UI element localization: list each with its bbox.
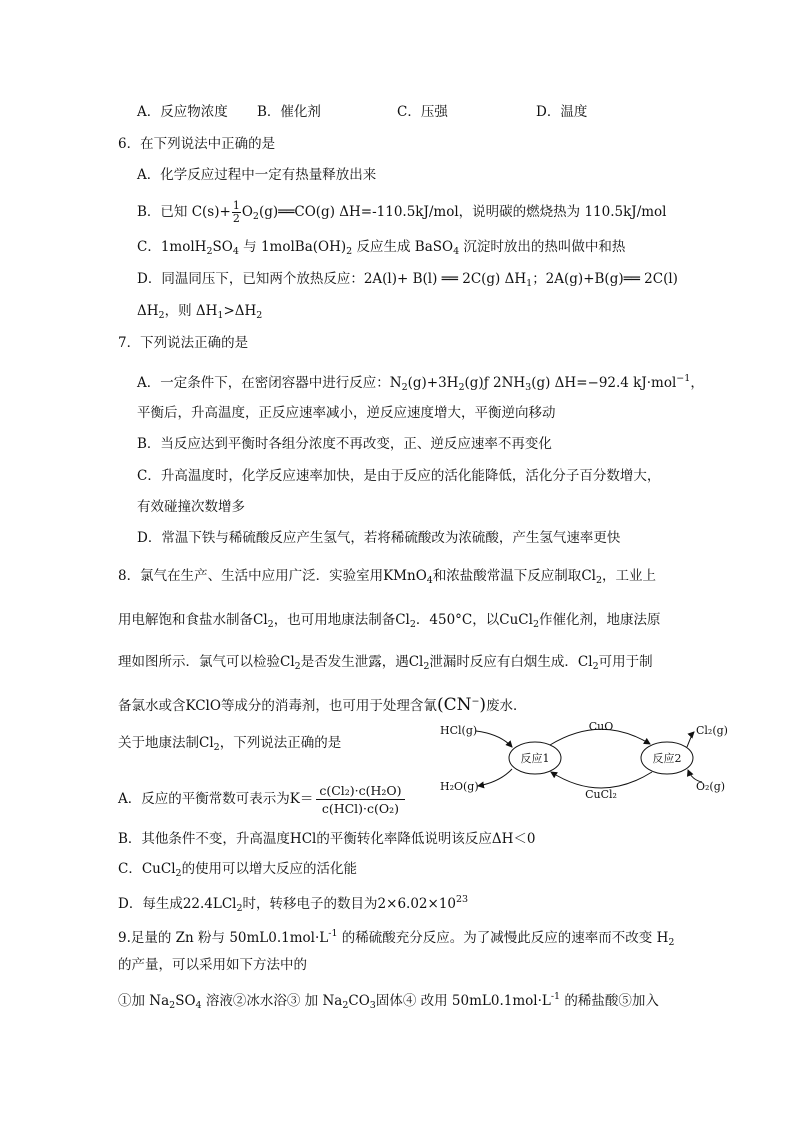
q6-option-d-cont: $\Delta H_2$，则 $\Delta H_1>\Delta H_2$ — [137, 303, 263, 321]
q7-option-a: A．一定条件下，在密闭容器中进行反应：$N_2(g)+3H_2(g)ƒ$ $2NH_3(g)$ ΔH=−92.4 kJ·mol$^{-1}$， — [137, 373, 704, 393]
q7-option-b: B．当反应达到平衡时各组分浓度不再改变，正、逆反应速率不再变化 — [137, 436, 552, 452]
q9-line-2: 的产量，可以采用如下方法中的 — [118, 957, 307, 973]
q5-option-c: C．压强 — [397, 104, 448, 120]
q6-option-c: C．$1molH_2SO_4$ 与 $1molBa(OH)_2$ 反应生成 BaSO$_4$ 沉淀时放出的热叫做中和热 — [137, 239, 626, 257]
q6-option-b: B．已知 C(s)+ $\frac{1}{2}$ $O_2(g)══CO(g)$ ΔH=-110.5kJ/mol，说明碳的燃烧热为 110.5kJ/mol — [137, 199, 667, 225]
cucl2-label: CuCl₂ — [585, 788, 617, 801]
q7-option-d: D．常温下铁与稀硫酸反应产生氢气，若将稀硫酸改为浓硫酸，产生氢气速率更快 — [137, 530, 621, 546]
arrow-hcl-in — [476, 731, 512, 747]
q8-line-1: 8．氯气在生产、生活中应用广泛．实验室用KMnO$_4$和浓盐酸常温下反应制取$Cl_2$，工业上 — [118, 568, 657, 586]
q8-line-5: 关于地康法制$Cl_2$，下列说法正确的是 — [118, 735, 342, 753]
arrow-h2o-out — [478, 769, 512, 786]
equilibrium-constant-fraction: c(Cl₂)·c(H₂O) c(HCl)·c(O₂) — [316, 782, 404, 817]
q8-line-4: 备氯水或含KClO等成分的消毒剂，也可用于处理含氰(CN−)废水． — [118, 695, 527, 715]
fraction-half: $\frac{1}{2}$ — [232, 199, 240, 225]
cl2-label: Cl₂(g) — [696, 724, 728, 737]
q7-option-c: C．升高温度时，化学反应速率加快，是由于反应的活化能降低，活化分子百分数增大， — [137, 468, 661, 484]
arrow-cucl2 — [551, 772, 652, 788]
q8-line-3: 理如图所示．氯气可以检验$Cl_2$是否发生泄露，遇$Cl_2$泄漏时反应有白烟生成．$Cl_2$可用于制 — [118, 654, 653, 672]
q5-option-a: A．反应物浓度 — [137, 104, 228, 120]
q8-option-a: A．反应的平衡常数可表示为K＝ c(Cl₂)·c(H₂O) c(HCl)·c(O₂) — [118, 782, 405, 817]
reaction-2-label: 反应2 — [652, 752, 682, 765]
cuo-label: CuO — [588, 720, 614, 733]
q8-option-d: D．每生成22.4LCl$_2$时，转移电子的数目为$2\times 6.02\times 10^{23}$ — [118, 894, 469, 914]
reaction-1-label: 反应1 — [520, 752, 550, 765]
o2-label: O₂(g) — [696, 780, 726, 793]
hcl-label: HCl(g) — [440, 724, 478, 737]
q8-option-b: B．其他条件不变，升高温度HCl的平衡转化率降低说明该反应ΔH＜0 — [118, 831, 536, 847]
q9-line-3: ①加 $Na_2SO_4$ 溶液②冰水浴③ 加 $Na_2CO_3$固体④ 改用 $50mL0.1mol\cdot L^{-1}$ 的稀盐酸⑤加入 — [118, 991, 659, 1011]
q9-line-1: 9.足量的 Zn 粉与 $50mL0.1mol\cdot L^{-1}$ 的稀硫酸充分反应。为了减慢此反应的速率而不改变 $H_2$ — [118, 928, 675, 948]
q7-option-a-cont: 平衡后，升高温度，正反应速率减小，逆反应速度增大，平衡逆向移动 — [137, 405, 556, 421]
q8-line-2: 用电解饱和食盐水制备$Cl_2$，也可用地康法制备$Cl_2$．450°C，以CuCl$_2$作催化剂，地康法原 — [118, 612, 661, 630]
q8-option-c: C．CuCl$_2$的使用可以增大反应的活化能 — [118, 861, 358, 879]
q6-option-a: A．化学反应过程中一定有热量释放出来 — [137, 167, 377, 183]
q7-option-c-cont: 有效碰撞次数增多 — [137, 499, 245, 515]
dikang-process-diagram — [430, 712, 740, 808]
arrow-cl2-out — [687, 732, 694, 747]
h2o-label: H₂O(g) — [440, 780, 479, 793]
q6-option-d: D．同温同压下，已知两个放热反应：2A(l)+ B(l) ══ 2C(g) $\Delta H_1$；2A(g)+B(g)══ 2C(l) — [137, 271, 678, 289]
q6-stem: 6．在下列说法中正确的是 — [118, 136, 276, 152]
q5-option-d: D．温度 — [536, 104, 588, 120]
q7-stem: 7．下列说法正确的是 — [118, 335, 249, 351]
q5-option-b: B．催化剂 — [257, 104, 321, 120]
